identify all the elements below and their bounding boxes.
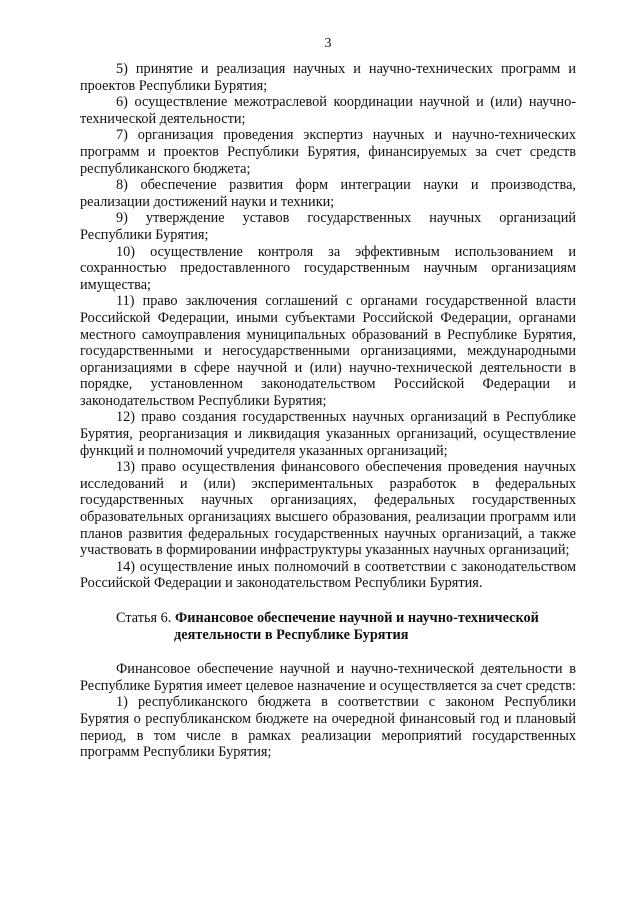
- list-item-6: 6) осуществление межотраслевой координации научной и (или) научно-технической деятельности;: [80, 94, 576, 127]
- list-item-7: 7) организация проведения экспертиз научных и научно-технических программ и проектов Республики Бурятия, финансируемых за счет средств республиканского бюджета;: [80, 127, 576, 177]
- article-number: Статья 6.: [116, 610, 175, 626]
- list-item-14: 14) осуществление иных полномочий в соответствии с законодательством Российской Федерации и законодательством Республики Бурятия.: [80, 558, 576, 592]
- article-intro: Финансовое обеспечение научной и научно-технической деятельности в Республике Бурятия имеет целевое назначение и осуществляется за счет средств:: [80, 661, 576, 694]
- list-item-5: 5) принятие и реализация научных и научно-технических программ и проектов Республики Бурятия;: [80, 61, 576, 94]
- document-page: [80, 36, 576, 761]
- article-heading: [80, 610, 576, 643]
- section-spacer: [80, 643, 576, 661]
- list-item-13: 13) право осуществления финансового обеспечения проведения научных исследований и (или) экспериментальных разработок в федеральных государственных научных организациях, федеральных государственных образовательных организациях высшего образования, реализации программ или планов развития федеральных государственных научных организаций, а также участвовать в формировании инфраструктуры указанных научных организаций;: [80, 459, 576, 559]
- list-item-8: 8) обеспечение развития форм интеграции науки и производства, реализации достижений науки и техники;: [80, 177, 576, 210]
- page-number: 3: [324, 36, 332, 51]
- article-title-line1: Финансовое обеспечение научной и научно-технической: [174, 610, 539, 626]
- list-item-9: 9) утверждение уставов государственных научных организаций Республики Бурятия;: [80, 210, 576, 243]
- powers-list: [80, 61, 576, 592]
- list-item-11: 11) право заключения соглашений с органами государственной власти Российской Федерации, иными субъектами Российской Федерации, органами местного самоуправления муниципальных образований в Республике Бурятия, государственными и негосударственными организациями, международными организациями в сфере научной и (или) научно-технической деятельности в порядке, установленном законодательством Российской Федерации и законодательством Республики Бурятия;: [80, 293, 576, 409]
- funding-item-1: 1) республиканского бюджета в соответствии с законом Республики Бурятия о республиканском бюджете на очередной финансовый год и плановый период, в том числе в рамках реализации мероприятий государственных программ Республики Бурятия;: [80, 694, 576, 761]
- funding-sources-list: [80, 694, 576, 760]
- list-item-12: 12) право создания государственных научных организаций в Республике Бурятия, реорганизация и ликвидация указанных организаций, осуществление функций и полномочий учредителя указанных организаций;: [80, 409, 576, 459]
- list-item-10: 10) осуществление контроля за эффективным использованием и сохранностью предоставленного государственным научным организациям имущества;: [80, 243, 576, 293]
- article-title-line2: деятельности в Республике Бурятия: [174, 626, 409, 643]
